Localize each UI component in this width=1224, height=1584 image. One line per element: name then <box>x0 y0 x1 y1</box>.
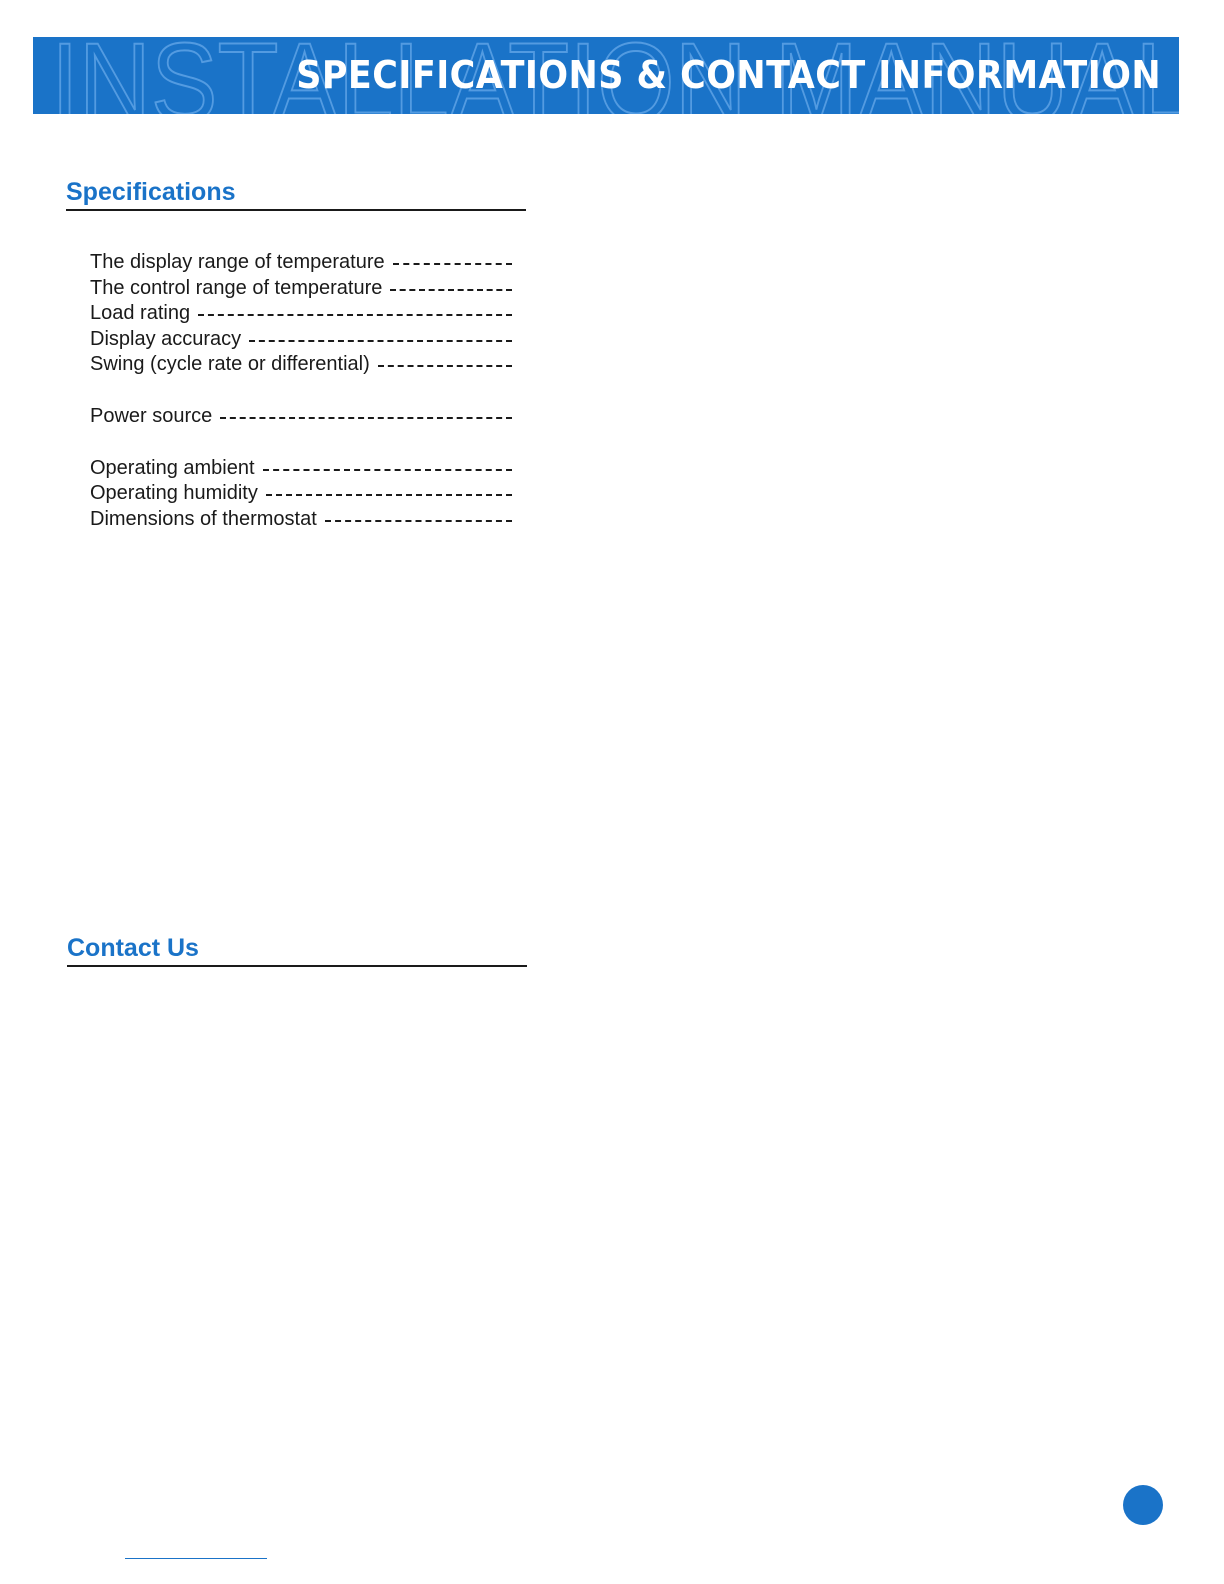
spec-item <box>90 404 512 430</box>
dotted-leader <box>249 340 512 342</box>
dotted-leader <box>393 263 512 265</box>
contact-rule <box>67 965 527 967</box>
specifications-list <box>90 250 512 532</box>
dotted-leader <box>263 469 512 471</box>
spec-item <box>90 507 512 533</box>
contact-heading: Contact Us <box>67 934 199 962</box>
spec-label: Operating humidity <box>90 482 258 505</box>
spec-item <box>90 352 512 378</box>
spec-item <box>90 481 512 507</box>
spec-label: The display range of temperature <box>90 251 385 273</box>
page-number-dot <box>1123 1485 1163 1525</box>
spec-item <box>90 327 512 353</box>
spec-label: Load rating <box>90 302 191 325</box>
spec-item <box>90 301 512 327</box>
dotted-leader <box>266 494 512 496</box>
dotted-leader <box>220 417 512 419</box>
dotted-leader <box>325 520 512 522</box>
spec-item <box>90 250 512 276</box>
spec-label: Operating ambient <box>90 456 255 479</box>
spec-label: Power source <box>90 404 213 427</box>
specifications-heading: Specifications <box>66 178 236 206</box>
spec-label: Dimensions of thermostat <box>90 507 317 530</box>
dotted-leader <box>378 365 512 367</box>
spec-label: Display accuracy <box>90 327 242 350</box>
spec-label: Swing (cycle rate or differential) <box>90 353 370 376</box>
page-banner <box>33 29 1191 129</box>
spec-item <box>90 456 512 482</box>
specifications-rule <box>66 209 526 211</box>
footer-rule <box>125 1558 267 1559</box>
page-title: SPECIFICATIONS & CONTACT INFORMATION <box>296 53 1161 97</box>
dotted-leader <box>390 289 512 291</box>
spec-label: The control range of temperature <box>90 276 383 299</box>
banner-watermark-text: INSTALLATION MANUAL <box>51 29 1191 129</box>
dotted-leader <box>198 314 512 316</box>
spec-item <box>90 276 512 302</box>
